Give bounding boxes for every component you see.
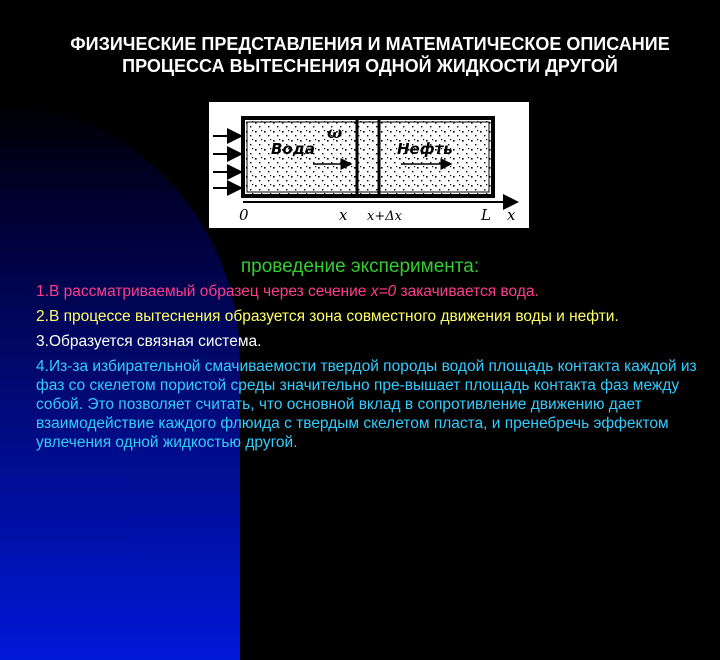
axis-label-x-end: x: [507, 206, 516, 224]
list-item: [36, 357, 716, 452]
item-number: 1.: [36, 283, 49, 300]
list-item: [36, 282, 716, 301]
diagram-svg: [209, 102, 529, 228]
label-oil: Нефть: [397, 140, 453, 158]
item-number: 4.: [36, 358, 49, 375]
item-text: закачивается вода.: [396, 283, 539, 300]
item-text: Из-за избирательной смачиваемости твердой породы водой площадь контакта каждой из фаз со скелетом пористой среды значительно пре-вышает площадь контакта фаз между собой. Это позволяет считать, что основной вклад в сопротивление движению дает взаимодействие каждого флюида с твердым скелетом пласта, и пренебречь эффектом увлечения одной жидкостью другой.: [36, 358, 697, 451]
list-item: [36, 332, 716, 351]
list-item: [36, 307, 716, 326]
item-text: Образуется связная система.: [48, 333, 262, 350]
axis-label-x-dx: x+Δx: [367, 209, 402, 224]
displacement-diagram: [209, 102, 529, 228]
item-text: В рассматриваемый образец через сечение: [48, 283, 371, 300]
slide-title: ФИЗИЧЕСКИЕ ПРЕДСТАВЛЕНИЯ И МАТЕМАТИЧЕСКОЕ ОПИСАНИЕ ПРОЦЕССА ВЫТЕСНЕНИЯ ОДНОЙ ЖИДКОСТИ ДРУГОЙ: [70, 34, 670, 76]
axis-label-x: x: [339, 206, 348, 224]
label-water: Вода: [271, 140, 315, 158]
item-number: 3.: [36, 333, 49, 350]
axis-label-0: 0: [239, 206, 249, 224]
item-variable: x=0: [370, 283, 397, 300]
item-text: В процессе вытеснения образуется зона совместного движения воды и нефти.: [48, 308, 619, 325]
axis-label-L: L: [481, 206, 491, 224]
label-omega: ω: [327, 123, 343, 142]
experiment-subtitle: проведение эксперимента:: [240, 256, 480, 277]
item-list: [36, 282, 716, 458]
item-number: 2.: [36, 308, 49, 325]
